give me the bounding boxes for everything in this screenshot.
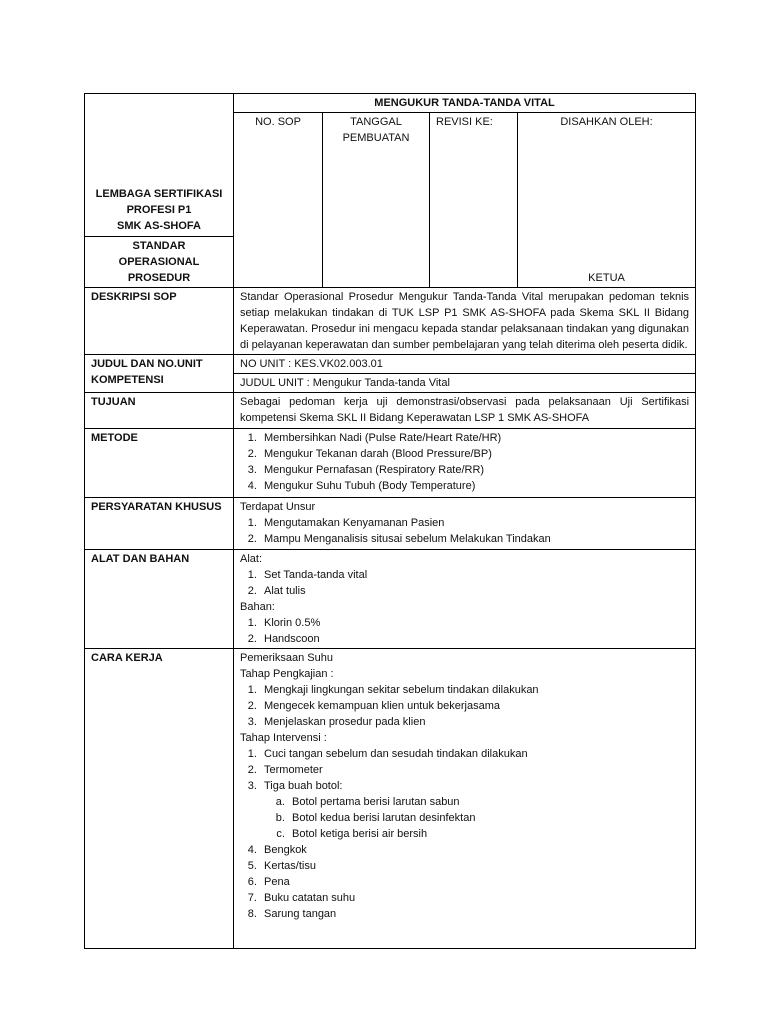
list-item: 3. Menjelaskan prosedur pada klien [260, 714, 689, 730]
metode-label: METODE [85, 429, 234, 498]
persyaratan-cell [234, 498, 696, 550]
institution-line3: SMK AS-SHOFA [117, 220, 201, 232]
metode-list [240, 430, 689, 494]
bahan-list [240, 615, 689, 647]
list-item: 2. Mampu Menganalisis situsai sebelum Melakukan Tindakan [260, 531, 689, 547]
judul-unit: JUDUL UNIT : Mengukur Tanda-tanda Vital [234, 374, 696, 393]
list-item: 3. Mengukur Pernafasan (Respiratory Rate/RR) [260, 462, 689, 478]
institution-line1: LEMBAGA SERTIFIKASI [95, 188, 223, 200]
list-item: 1. Set Tanda-tanda vital [260, 567, 689, 583]
list-item: 1. Mengutamakan Kenyamanan Pasien [260, 515, 689, 531]
list-item: 2. Handscoon [260, 631, 689, 647]
disahkan-label: DISAHKAN OLEH: [560, 116, 653, 128]
list-item: 5. Kertas/tisu [260, 858, 689, 874]
tujuan-label: TUJUAN [85, 393, 234, 429]
list-item: 2. Alat tulis [260, 583, 689, 599]
ketua-label: KETUA [588, 272, 625, 284]
cara-heading: Pemeriksaan Suhu [240, 652, 333, 664]
list-item: c. Botol ketiga berisi air bersih [288, 826, 689, 842]
list-item: 7. Buku catatan suhu [260, 890, 689, 906]
deskripsi-text: Standar Operasional Prosedur Mengukur Tanda-Tanda Vital merupakan pedoman teknis setiap melakukan tindakan di TUK LSP P1 SMK AS-SHOFA pada Skema SKL II Bidang Keperawatan. Prosedur ini mengacu kepada standar pelaksanaan tindakan yang digunakan di pelayanan keperawatan dan sumber pembelajaran yang telah diterima oleh peserta didik. [234, 288, 696, 355]
list-item: 2. Mengecek kemampuan klien untuk bekerjasama [260, 698, 689, 714]
list-item: 4. Mengukur Suhu Tubuh (Body Temperature) [260, 478, 689, 494]
list-item: 4. Bengkok [260, 842, 689, 858]
list-item: 1. Cuci tangan sebelum dan sesudah tindakan dilakukan [260, 746, 689, 762]
persyaratan-intro: Terdapat Unsur [240, 501, 316, 513]
institution-cell [85, 94, 234, 237]
list-item: b. Botol kedua berisi larutan desinfektan [288, 810, 689, 826]
sop-document [84, 93, 695, 949]
list-item: 8. Sarung tangan [260, 906, 689, 922]
alat-heading: Alat: [240, 553, 263, 565]
botol-list [264, 794, 689, 842]
list-item [260, 778, 689, 842]
persyaratan-label: PERSYARATAN KHUSUS [85, 498, 234, 550]
judul-label: JUDUL DAN NO.UNIT KOMPETENSI [85, 355, 234, 393]
sop-table [84, 93, 696, 949]
pengkajian-list [240, 682, 689, 730]
list-item: 1. Klorin 0.5% [260, 615, 689, 631]
cara-label: CARA KERJA [85, 649, 234, 949]
metode-cell [234, 429, 696, 498]
disahkan-cell [518, 113, 696, 288]
alat-label: ALAT DAN BAHAN [85, 550, 234, 649]
intervensi-heading: Tahap Intervensi : [240, 732, 327, 744]
intervensi-list [240, 746, 689, 922]
bahan-heading: Bahan: [240, 601, 275, 613]
list-item: 2. Mengukur Tekanan darah (Blood Pressure/BP) [260, 446, 689, 462]
list-item: a. Botol pertama berisi larutan sabun [288, 794, 689, 810]
tujuan-text: Sebagai pedoman kerja uji demonstrasi/observasi pada pelaksanaan Uji Sertifikasi kompetensi Skema SKL II Bidang Keperawatan LSP 1 SMK AS-SHOFA [234, 393, 696, 429]
revisi-cell: REVISI KE: [430, 113, 518, 288]
cara-cell [234, 649, 696, 949]
deskripsi-label: DESKRIPSI SOP [85, 288, 234, 355]
list-item: 1. Membersihkan Nadi (Pulse Rate/Heart Rate/HR) [260, 430, 689, 446]
tanggal-cell: TANGGAL PEMBUATAN [323, 113, 430, 288]
institution-line2: PROFESI P1 [126, 204, 192, 216]
no-unit: NO UNIT : KES.VK02.003.01 [234, 355, 696, 374]
list-item: 6. Pena [260, 874, 689, 890]
document-title: MENGUKUR TANDA-TANDA VITAL [234, 94, 696, 113]
no-sop-cell: NO. SOP [234, 113, 323, 288]
sop-label: STANDAR OPERASIONAL PROSEDUR [85, 237, 234, 288]
list-item: 1. Mengkaji lingkungan sekitar sebelum tindakan dilakukan [260, 682, 689, 698]
list-item-text: Tiga buah botol: [264, 780, 343, 792]
alat-cell [234, 550, 696, 649]
alat-list [240, 567, 689, 599]
pengkajian-heading: Tahap Pengkajian : [240, 668, 334, 680]
persyaratan-list [240, 515, 689, 547]
list-item: 2. Termometer [260, 762, 689, 778]
